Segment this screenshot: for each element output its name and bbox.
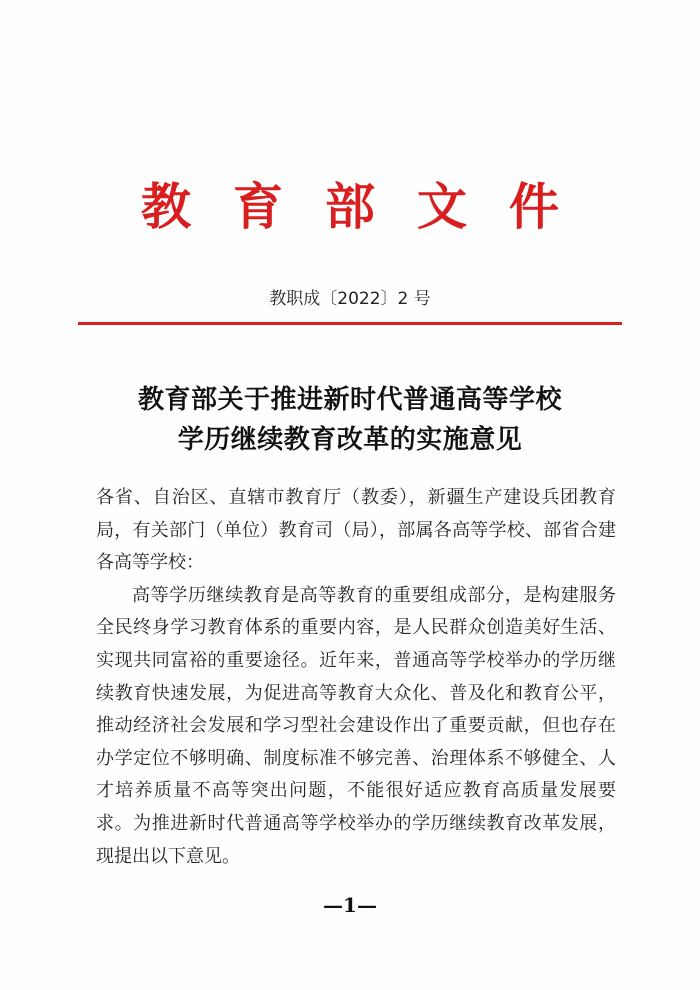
page-number: —1—	[323, 893, 377, 917]
document-title-line-1: 教育部关于推进新时代普通高等学校	[137, 385, 562, 415]
body-paragraph-1: 高等学历继续教育是高等教育的重要组成部分，是构建服务全民终身学习教育体系的重要内容，是人民群众创造美好生活、实现共同富裕的重要途径。近年来，普通高等学校举办的学历继续教育快速发展，为促进高等教育大众化、普及化和教育公平，推动经济社会发展和学习型社会建设作出了重要贡献，但也存在办学定位不够明确、制度标准不够完善、治理体系不够健全、人才培养质量不高等突出问题，不能很好适应教育高质量发展要求。为推进新时代普通高等学校举办的学历继续教育改革发展，现提出以下意见。	[96, 584, 616, 867]
red-separator-rule	[78, 322, 622, 325]
document-title	[0, 380, 700, 460]
document-body	[96, 482, 616, 873]
salutation-paragraph: 各省、自治区、直辖市教育厅（教委），新疆生产建设兵团教育局，有关部门（单位）教育司（局），部属各高等学校、部省合建各高等学校：	[96, 487, 616, 574]
document-title-line-2: 学历继续教育改革的实施意见	[177, 425, 523, 455]
document-number: 教职成〔2022〕2 号	[269, 289, 431, 309]
issuer-header-title: 教育部文件	[141, 177, 601, 236]
